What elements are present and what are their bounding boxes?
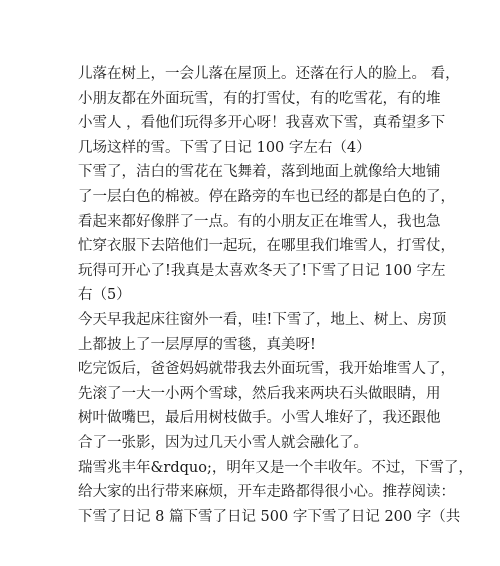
text-line: 儿落在树上，一会儿落在屋顶上。还落在行人的脸上。 看，: [78, 66, 460, 82]
text-line: 树叶做嘴巴，最后用树枝做手。小雪人堆好了，我还跟他: [78, 410, 441, 427]
text-line: 几场这样的雪。下雪了日记 100 字左右（4）: [78, 139, 371, 156]
text-line: 瑞雪兆丰年&rdquo;，明年又是一个丰收年。不过，下雪了，: [78, 459, 473, 476]
text-line: 忙穿衣服下去陪他们一起玩，在哪里我们堆雪人，打雪仗，: [78, 238, 455, 255]
text-line: 看起来都好像胖了一点。有的小朋友正在堆雪人，我也急: [78, 213, 441, 230]
text-line: 下雪了日记 8 篇下雪了日记 500 字下雪了日记 200 字（共: [78, 508, 461, 525]
text-line: 先滚了一大一小两个雪球，然后我来两块石头做眼睛，用: [78, 385, 441, 402]
text-line: 给大家的出行带来麻烦，开车走路都得很小心。推荐阅读：: [78, 484, 455, 501]
text-line: 吃完饭后，爸爸妈妈就带我去外面玩雪，我开始堆雪人了，: [78, 361, 455, 378]
text-line: 上都披上了一层厚厚的雪毯，真美呀!: [78, 336, 316, 353]
text-line: 小雪人 ，看他们玩得多开心呀！我喜欢下雪，真希望多下: [78, 115, 446, 132]
text-line: 今天早我起床往窗外一看，哇!下雪了，地上、树上、房顶: [78, 311, 447, 328]
text-line: 下雪了，洁白的雪花在飞舞着，落到地面上就像给大地铺: [78, 164, 441, 181]
text-line: 了一层白色的棉被。停在路旁的车也已经的都是白色的了，: [78, 188, 455, 205]
text-line: 右（5）: [78, 287, 131, 304]
text-line: 小朋友都在外面玩雪，有的打雪仗，有的吃雪花，有的堆: [78, 90, 441, 107]
text-line: 玩得可开心了!我真是太喜欢冬天了!下雪了日记 100 字左: [78, 262, 446, 279]
diary-text-body: [78, 62, 473, 529]
text-line: 合了一张影，因为过几天小雪人就会融化了。: [78, 434, 368, 451]
